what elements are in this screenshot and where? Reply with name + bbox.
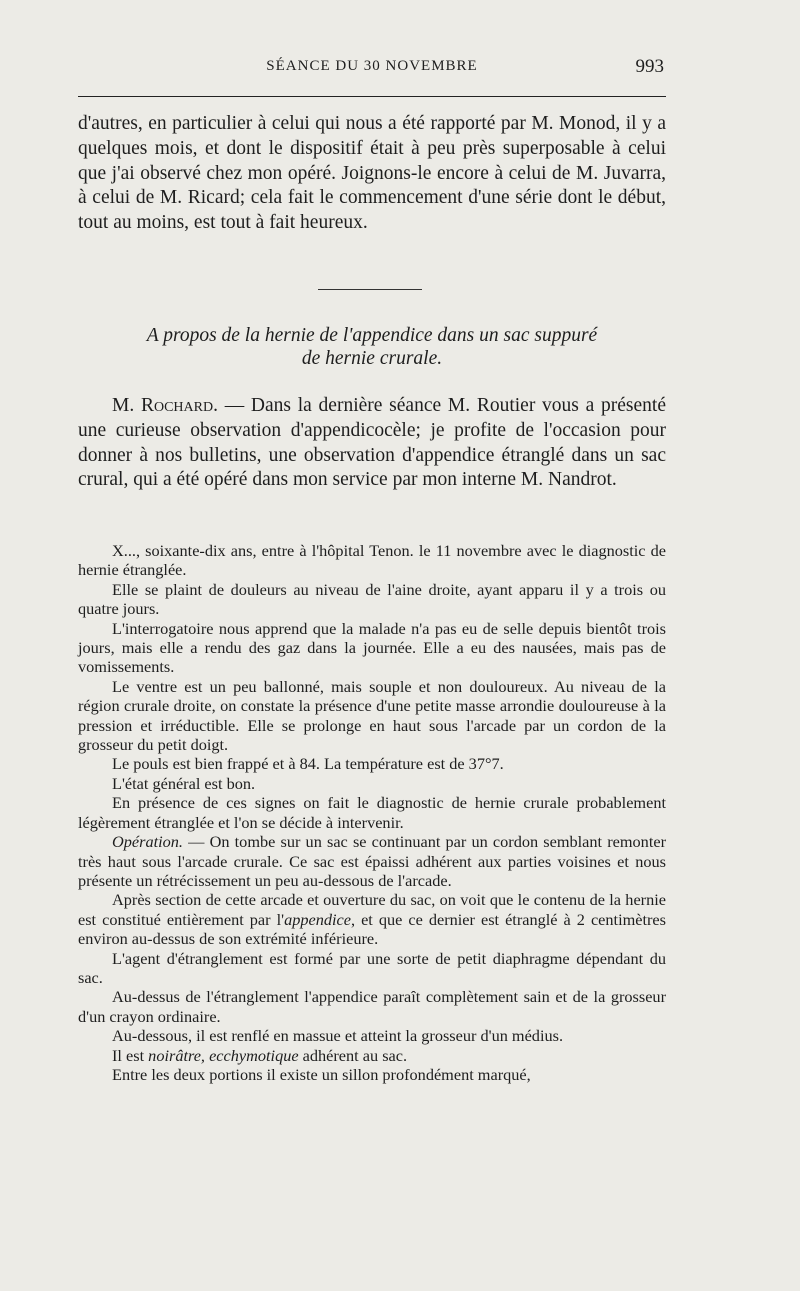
section-title-line2: de hernie crurale. bbox=[301, 348, 443, 369]
obs-paragraph: L'état général est bon. bbox=[112, 773, 256, 793]
last-paragraph: Entre les deux portions il existe un sillon profondément marqué, bbox=[112, 1064, 531, 1084]
header-rule bbox=[78, 96, 666, 97]
page-number: 993 bbox=[635, 56, 664, 77]
color-text-after: adhérent au sac. bbox=[298, 1045, 408, 1065]
obs-paragraph: L'interrogatoire nous apprend que la malade n'a pas eu de selle depuis bientôt trois jours, mais elle a rendu des gaz dans la journée. Elle a eu des nausées, mais pas de vomissements. bbox=[78, 618, 666, 677]
section-paragraph bbox=[78, 890, 666, 948]
operation-paragraph bbox=[78, 832, 666, 890]
running-title: SÉANCE DU 30 NOVEMBRE bbox=[266, 58, 478, 74]
section-separator bbox=[318, 289, 422, 290]
color-text-italic: noirâtre, ecchymotique bbox=[148, 1045, 299, 1065]
obs-paragraph: Elle se plaint de douleurs au niveau de l'aine droite, ayant apparu il y a trois ou quatre jours. bbox=[78, 579, 666, 619]
intro-paragraph: d'autres, en particulier à celui qui nous a été rapporté par M. Monod, il y a quelques mois, et dont le dispositif était à peu près superposable à celui que j'ai observé chez mon opéré. Joignons-le encore à celui de M. Juvarra, à celui de M. Ricard; cela fait le commencement d'une série dont le début, tout au moins, est tout à fait heureux. bbox=[78, 113, 666, 234]
obs-paragraph: Le pouls est bien frappé et à 84. La température est de 37°7. bbox=[112, 754, 504, 774]
communication-block bbox=[78, 394, 666, 493]
color-paragraph bbox=[78, 1046, 666, 1065]
color-text-before: Il est bbox=[112, 1045, 149, 1065]
communication-paragraph bbox=[78, 394, 666, 493]
obs-paragraph: L'agent d'étranglement est formé par une sorte de petit diaphragme dépendant du sac. bbox=[78, 948, 666, 987]
observation-block bbox=[78, 541, 666, 1084]
section-text-before: Après section de cette arcade et ouverture du sac, on voit que le contenu de la hernie est constitué entièrement par l' bbox=[78, 890, 666, 929]
obs-paragraph: En présence de ces signes on fait le diagnostic de hernie crurale probablement légèrement étranglée et l'on se décide à intervenir. bbox=[78, 793, 666, 832]
obs-paragraph: X..., soixante-dix ans, entre à l'hôpital Tenon. le 11 novembre avec le diagnostic de hernie étranglée. bbox=[78, 541, 666, 580]
obs-paragraph: Au-dessous, il est renflé en massue et atteint la grosseur d'un médius. bbox=[112, 1026, 564, 1046]
section-title bbox=[78, 324, 666, 370]
section-text-italic: appendice bbox=[284, 909, 351, 929]
operation-text: — On tombe sur un sac se continuant par un cordon semblant remonter très haut sous l'arcade crurale. Ce sac est épaissi adhérent aux parties voisines et nous présente un rétrécissement un peu au-dessous de l'arcade. bbox=[78, 832, 666, 890]
obs-paragraph: Le ventre est un peu ballonné, mais souple et non douloureux. Au niveau de la région crurale droite, on constate la présence d'une petite masse arrondie douloureuse à la pression et irréductible. Elle se prolonge en haut sous l'arcade par un cordon de la grosseur du petit doigt. bbox=[78, 676, 666, 755]
intro-block bbox=[78, 112, 666, 236]
section-title-line1: A propos de la hernie de l'appendice dans un sac suppuré bbox=[146, 325, 598, 346]
communication-text: — Dans la dernière séance M. Routier vous a présenté une curieuse observation d'appendicocèle; je profite de l'occasion pour donner à nos bulletins, une observation d'appendice étranglé dans un sac crural, qui a été opéré dans mon service par mon interne M. Nandrot. bbox=[78, 395, 666, 491]
obs-paragraph: Au-dessus de l'étranglement l'appendice paraît complètement sain et de la grosseur d'un crayon ordinaire. bbox=[78, 987, 666, 1026]
running-header bbox=[78, 58, 666, 82]
operation-label: Opération. bbox=[112, 832, 183, 852]
speaker-name: M. Rochard. bbox=[112, 395, 218, 416]
section-text-after: , et que ce dernier est étranglé à 2 centimètres environ au-dessus de son extrémité inférieure. bbox=[78, 909, 666, 949]
